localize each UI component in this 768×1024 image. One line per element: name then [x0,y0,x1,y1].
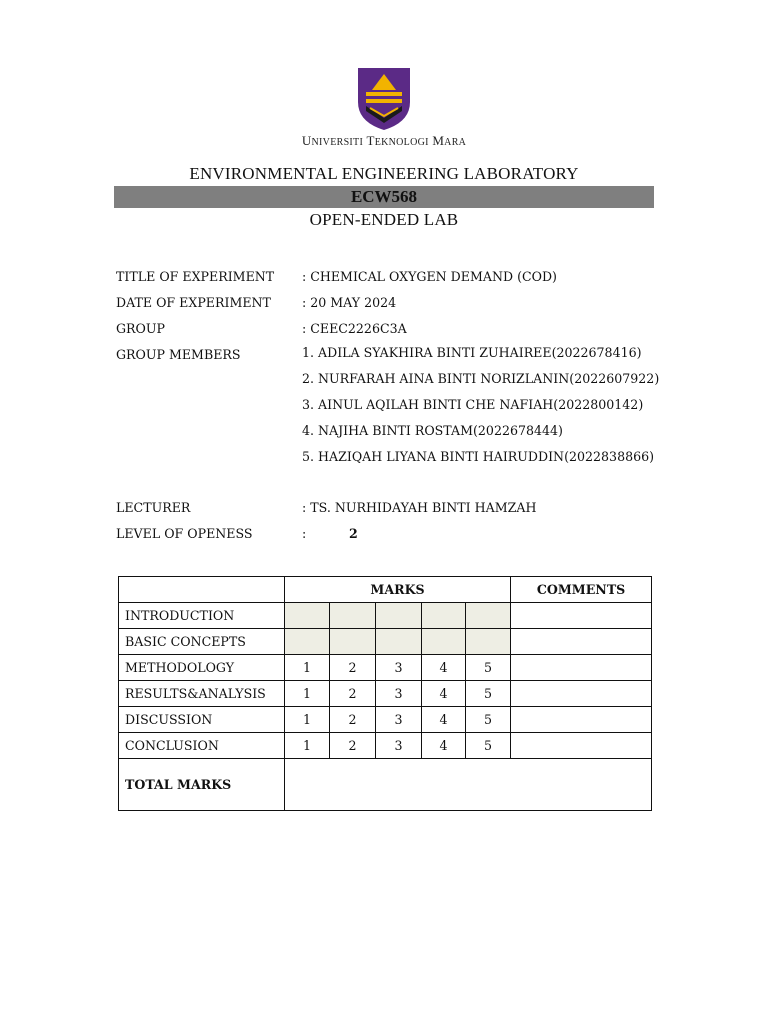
score-cell[interactable] [330,603,376,629]
member-item [302,397,643,412]
score-cell[interactable]: 4 [422,681,466,707]
title-label: TITLE OF EXPERIMENT [116,269,275,284]
score-cell[interactable] [422,603,466,629]
lab-title: ENVIRONMENTAL ENGINEERING LABORATORY [189,164,579,183]
members-label: GROUP MEMBERS [116,347,241,362]
table-row [119,707,652,733]
member-name: 2. NURFARAH AINA BINTI NORIZLANIN [302,371,570,386]
comment-cell[interactable] [511,681,652,707]
row-label: METHODOLOGY [119,655,285,681]
comment-cell[interactable] [511,707,652,733]
score-cell[interactable]: 2 [330,681,376,707]
score-cell[interactable]: 3 [376,733,422,759]
score-cell[interactable]: 2 [330,733,376,759]
score-cell[interactable]: 2 [330,707,376,733]
comments-header: COMMENTS [511,577,652,603]
member-id: (2022838866) [564,449,655,464]
group-value: : CEEC2226C3A [302,321,407,336]
member-item [302,449,654,464]
openness-value: 2 [349,526,358,541]
member-item [302,345,642,360]
total-marks-label: TOTAL MARKS [119,759,285,811]
member-id: (2022678416) [551,345,642,360]
comment-cell[interactable] [511,733,652,759]
score-cell[interactable]: 3 [376,681,422,707]
score-cell[interactable]: 1 [285,733,330,759]
date-value: : 20 MAY 2024 [302,295,397,310]
table-header-row [119,577,652,603]
lab-type: OPEN-ENDED LAB [309,210,459,229]
member-item [302,371,659,386]
row-label: RESULTS&ANALYSIS [119,681,285,707]
comment-cell[interactable] [511,655,652,681]
comment-cell[interactable] [511,603,652,629]
score-cell[interactable]: 3 [376,655,422,681]
member-name: 4. NAJIHA BINTI ROSTAM [302,423,473,438]
score-cell[interactable]: 1 [285,655,330,681]
row-label: DISCUSSION [119,707,285,733]
openness-label: LEVEL OF OPENESS [116,526,253,541]
score-cell[interactable] [285,603,330,629]
total-row [119,759,652,811]
comment-cell[interactable] [511,629,652,655]
group-label: GROUP [116,321,165,336]
total-marks-cell[interactable] [285,759,652,811]
uitm-crest-icon [356,66,412,132]
member-name: 3. AINUL AQILAH BINTI CHE NAFIAH [302,397,554,412]
member-id: (2022607922) [569,371,660,386]
marks-header: MARKS [285,577,511,603]
score-cell[interactable] [376,629,422,655]
score-cell[interactable] [466,629,511,655]
score-cell[interactable]: 3 [376,707,422,733]
row-label: BASIC CONCEPTS [119,629,285,655]
score-cell[interactable]: 5 [466,681,511,707]
date-label: DATE OF EXPERIMENT [116,295,271,310]
openness-colon: : [302,526,307,541]
score-cell[interactable]: 4 [422,707,466,733]
score-cell[interactable] [285,629,330,655]
member-id: (2022800142) [553,397,644,412]
score-cell[interactable] [422,629,466,655]
table-row [119,733,652,759]
member-id: (2022678444) [473,423,563,438]
score-cell[interactable]: 1 [285,681,330,707]
title-value: : CHEMICAL OXYGEN DEMAND (COD) [302,269,557,284]
course-code-bar: ECW568 [114,186,654,208]
university-name: UNIVERSITI TEKNOLOGI MARA [301,133,467,148]
header-empty-cell [119,577,285,603]
table-row [119,629,652,655]
marks-table [118,576,652,811]
score-cell[interactable] [376,603,422,629]
score-cell[interactable]: 4 [422,655,466,681]
table-row [119,655,652,681]
member-item [302,423,563,438]
member-name: 1. ADILA SYAKHIRA BINTI ZUHAIREE [302,345,552,360]
table-row [119,681,652,707]
score-cell[interactable]: 1 [285,707,330,733]
lecturer-value: : TS. NURHIDAYAH BINTI HAMZAH [302,500,537,515]
score-cell[interactable]: 2 [330,655,376,681]
score-cell[interactable]: 5 [466,655,511,681]
member-name: 5. HAZIQAH LIYANA BINTI HAIRUDDIN [302,449,565,464]
score-cell[interactable] [330,629,376,655]
score-cell[interactable]: 4 [422,733,466,759]
row-label: INTRODUCTION [119,603,285,629]
score-cell[interactable]: 5 [466,733,511,759]
lecturer-label: LECTURER [116,500,191,515]
table-row [119,603,652,629]
score-cell[interactable]: 5 [466,707,511,733]
score-cell[interactable] [466,603,511,629]
row-label: CONCLUSION [119,733,285,759]
